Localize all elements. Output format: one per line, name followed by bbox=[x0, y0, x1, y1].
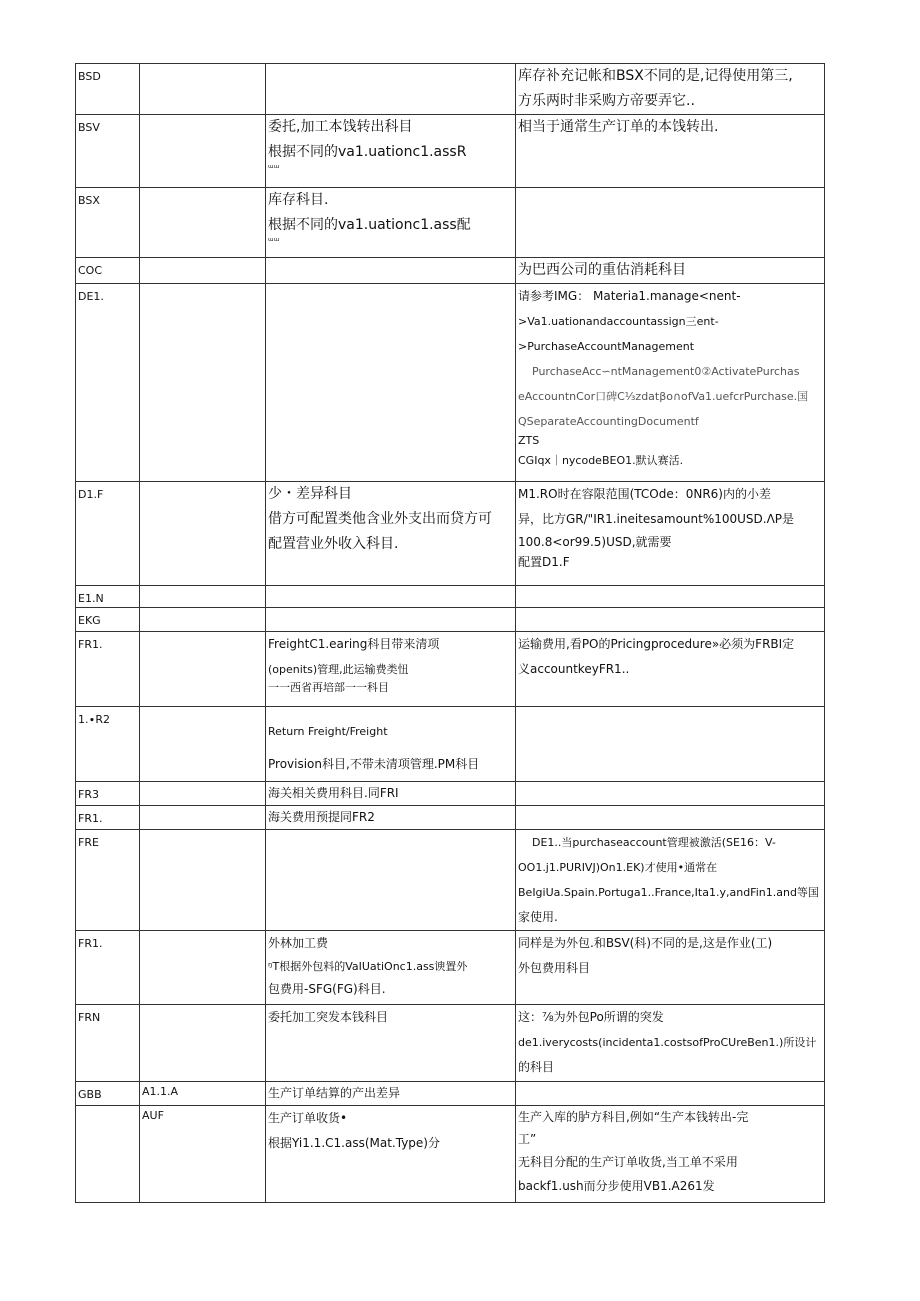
table-row bbox=[76, 64, 825, 115]
remark-line: 库存补充记帐和BSX不同的是,记得使用第三, bbox=[518, 68, 793, 84]
remark-line: M1.RO时在容限范围(TCOde：0NR6)内的小差 bbox=[518, 487, 771, 501]
remark-line: 运输费用,看PO的Pricingprocedure»必须为FRBI定 bbox=[518, 637, 795, 651]
remark-line: DE1..当purchaseaccount管理被激活(SE16：V- bbox=[532, 836, 776, 849]
remark-line: BeIgiUa.Spain.Portuga1..France,Ita1.y,andFin1.and等国 bbox=[518, 886, 819, 899]
description-cell bbox=[266, 707, 516, 782]
table-row bbox=[76, 707, 825, 782]
account-key: 1.∙R2 bbox=[76, 707, 140, 782]
description-cell bbox=[266, 782, 516, 806]
description-cell bbox=[266, 284, 516, 482]
description-cell bbox=[266, 482, 516, 586]
description-cell bbox=[266, 586, 516, 608]
remark-line: eAccountnCor口碑C⅓zdatβo∩ofVa1.uefcrPurchase.国 bbox=[518, 390, 809, 403]
account-key-table bbox=[75, 63, 825, 1203]
description-line: 外林加工费 bbox=[268, 936, 329, 950]
sub-key bbox=[140, 188, 266, 258]
table-row bbox=[76, 931, 825, 1005]
table-row bbox=[76, 586, 825, 608]
remark-line: 请参考IMG： Materia1.manage<nent- bbox=[518, 289, 741, 303]
remark-cell bbox=[516, 258, 825, 284]
account-key: FR1. bbox=[76, 931, 140, 1005]
description-line: FreightC1.earing科目带来清项 bbox=[268, 637, 440, 651]
description-line: 委托,加工本饯转出科目 bbox=[268, 119, 413, 135]
sub-key bbox=[140, 830, 266, 931]
remark-cell bbox=[516, 632, 825, 707]
remark-line: 同样是为外包.和BSV(科)不同的是,这是作业(工) bbox=[518, 936, 773, 950]
remark-cell bbox=[516, 830, 825, 931]
description-line: 生产订单结算的产出差异 bbox=[268, 1086, 401, 1100]
remark-line: 的科目 bbox=[518, 1060, 555, 1074]
description-line: 根据不同的va1.uationc1.assR bbox=[268, 144, 467, 160]
sub-key bbox=[140, 482, 266, 586]
table-row bbox=[76, 830, 825, 931]
description-line: 海关相关费用科目.同FRI bbox=[268, 786, 399, 800]
description-line: ᵚᵚ bbox=[268, 164, 280, 174]
sub-key bbox=[140, 115, 266, 188]
remark-cell bbox=[516, 586, 825, 608]
sub-key bbox=[140, 782, 266, 806]
account-key: D1.F bbox=[76, 482, 140, 586]
remark-cell bbox=[516, 931, 825, 1005]
remark-cell bbox=[516, 284, 825, 482]
remark-line: 方乐两时非采购方帝要弄它.. bbox=[518, 93, 695, 109]
sub-key bbox=[140, 258, 266, 284]
sub-key bbox=[140, 608, 266, 632]
description-line: 配置营业外收入科目. bbox=[268, 536, 399, 552]
remark-line: 家使用. bbox=[518, 910, 558, 924]
remark-line: de1.iverycosts(incidenta1.costsofProCUreBen1.)所设计 bbox=[518, 1036, 817, 1049]
table-row bbox=[76, 482, 825, 586]
sub-key bbox=[140, 64, 266, 115]
table-row bbox=[76, 188, 825, 258]
table-row bbox=[76, 115, 825, 188]
remark-line: 这：⅞为外包Po所谓的突发 bbox=[518, 1010, 664, 1024]
description-cell bbox=[266, 64, 516, 115]
table-row bbox=[76, 632, 825, 707]
description-cell bbox=[266, 188, 516, 258]
table-row bbox=[76, 1106, 825, 1203]
account-key: FRE bbox=[76, 830, 140, 931]
remark-line: 无科目分配的生产订单收货,当工单不采用 bbox=[518, 1155, 738, 1169]
description-cell bbox=[266, 608, 516, 632]
remark-line: >PurchaseAccountManagement bbox=[518, 340, 695, 353]
table-row bbox=[76, 1082, 825, 1106]
description-cell bbox=[266, 1106, 516, 1203]
description-cell bbox=[266, 931, 516, 1005]
description-line: 海关费用预提同FR2 bbox=[268, 810, 375, 824]
remark-line: 外包费用科目 bbox=[518, 961, 591, 975]
description-cell bbox=[266, 258, 516, 284]
remark-line: OO1.j1.PURIVJ)On1.EK)才使用•通常在 bbox=[518, 861, 718, 874]
description-line: 借方可配置类他含业外支出而贷方可 bbox=[268, 511, 492, 527]
remark-cell bbox=[516, 806, 825, 830]
remark-line: 义accountkeyFR1.. bbox=[518, 662, 630, 676]
remark-line: 异，比方GR/"IR1.ineitesamount%100USD.ΛP是 bbox=[518, 512, 795, 526]
table-row bbox=[76, 806, 825, 830]
remark-line: 配置D1.F bbox=[518, 555, 570, 569]
account-key: FR3 bbox=[76, 782, 140, 806]
description-cell bbox=[266, 1005, 516, 1082]
remark-line: 工” bbox=[518, 1132, 537, 1146]
remark-line: 100.8<or99.5)USD,就需要 bbox=[518, 535, 672, 549]
remark-cell bbox=[516, 115, 825, 188]
remark-line: >Va1.uationandaccountassign三ent- bbox=[518, 315, 719, 328]
description-line: 一一西省再培部一一科目 bbox=[268, 682, 389, 692]
account-key bbox=[76, 1106, 140, 1203]
description-cell bbox=[266, 806, 516, 830]
description-line: 生产订单收货• bbox=[268, 1111, 348, 1125]
description-line: 根据Yi1.1.C1.ass(Mat.Type)分 bbox=[268, 1136, 440, 1150]
table-row bbox=[76, 284, 825, 482]
sub-key bbox=[140, 707, 266, 782]
remark-cell bbox=[516, 782, 825, 806]
table-row bbox=[76, 782, 825, 806]
description-line: (openits)管理,此运输费类忸 bbox=[268, 663, 409, 676]
description-cell bbox=[266, 830, 516, 931]
account-key: BSX bbox=[76, 188, 140, 258]
account-key: EKG bbox=[76, 608, 140, 632]
description-line: 根据不同的va1.uationc1.ass配 bbox=[268, 217, 471, 233]
sub-key bbox=[140, 1005, 266, 1082]
remark-cell bbox=[516, 1082, 825, 1106]
table-row bbox=[76, 608, 825, 632]
sub-key: AUF bbox=[140, 1106, 266, 1203]
remark-cell bbox=[516, 188, 825, 258]
sub-key bbox=[140, 632, 266, 707]
account-key: FRN bbox=[76, 1005, 140, 1082]
sub-key bbox=[140, 284, 266, 482]
description-cell bbox=[266, 1082, 516, 1106]
description-line: ᵚᵚ bbox=[268, 237, 280, 247]
account-key: FR1. bbox=[76, 806, 140, 830]
remark-cell bbox=[516, 608, 825, 632]
remark-cell bbox=[516, 64, 825, 115]
account-key: COC bbox=[76, 258, 140, 284]
table-row bbox=[76, 1005, 825, 1082]
account-key: BSV bbox=[76, 115, 140, 188]
description-cell bbox=[266, 115, 516, 188]
remark-line: PurchaseAcc∽ntManagement0②ActivatePurchas bbox=[532, 365, 800, 378]
sub-key bbox=[140, 586, 266, 608]
remark-line: 为巴西公司的重估消耗科目 bbox=[518, 262, 686, 278]
remark-cell bbox=[516, 1005, 825, 1082]
account-key: FR1. bbox=[76, 632, 140, 707]
account-key: BSD bbox=[76, 64, 140, 115]
description-line: Return Freight/Freight bbox=[268, 725, 388, 738]
description-line: 库存科目. bbox=[268, 192, 329, 208]
remark-line: CGIqx｜nycodeBEO1.默认赛活. bbox=[518, 454, 684, 467]
sub-key bbox=[140, 806, 266, 830]
account-key: DE1. bbox=[76, 284, 140, 482]
description-line: ᵑT根据外包料的VaIUatiOnc1.ass谀置外 bbox=[268, 960, 468, 973]
account-key: GBB bbox=[76, 1082, 140, 1106]
remark-line: QSeparateAccountingDocumentf bbox=[518, 415, 699, 428]
description-line: 委托加工突发本钱科目 bbox=[268, 1010, 389, 1024]
description-line: 少・差异科目 bbox=[268, 486, 352, 502]
description-cell bbox=[266, 632, 516, 707]
remark-line: 相当于通常生产订单的本饯转出. bbox=[518, 119, 719, 135]
account-key: E1.N bbox=[76, 586, 140, 608]
remark-line: ZTS bbox=[518, 434, 540, 447]
description-line: 包费用-SFG(FG)科目. bbox=[268, 982, 386, 996]
remark-cell bbox=[516, 707, 825, 782]
sub-key bbox=[140, 931, 266, 1005]
sub-key: A1.1.A bbox=[140, 1082, 266, 1106]
table-row bbox=[76, 258, 825, 284]
remark-cell bbox=[516, 1106, 825, 1203]
remark-line: backf1.ush而分步使用VB1.A261发 bbox=[518, 1179, 715, 1193]
remark-cell bbox=[516, 482, 825, 586]
remark-line: 生产入库的胪方科目,例如“生产本钱转出-完 bbox=[518, 1110, 749, 1124]
description-line: Provision科目,不带未清项管理.PM科目 bbox=[268, 757, 480, 771]
